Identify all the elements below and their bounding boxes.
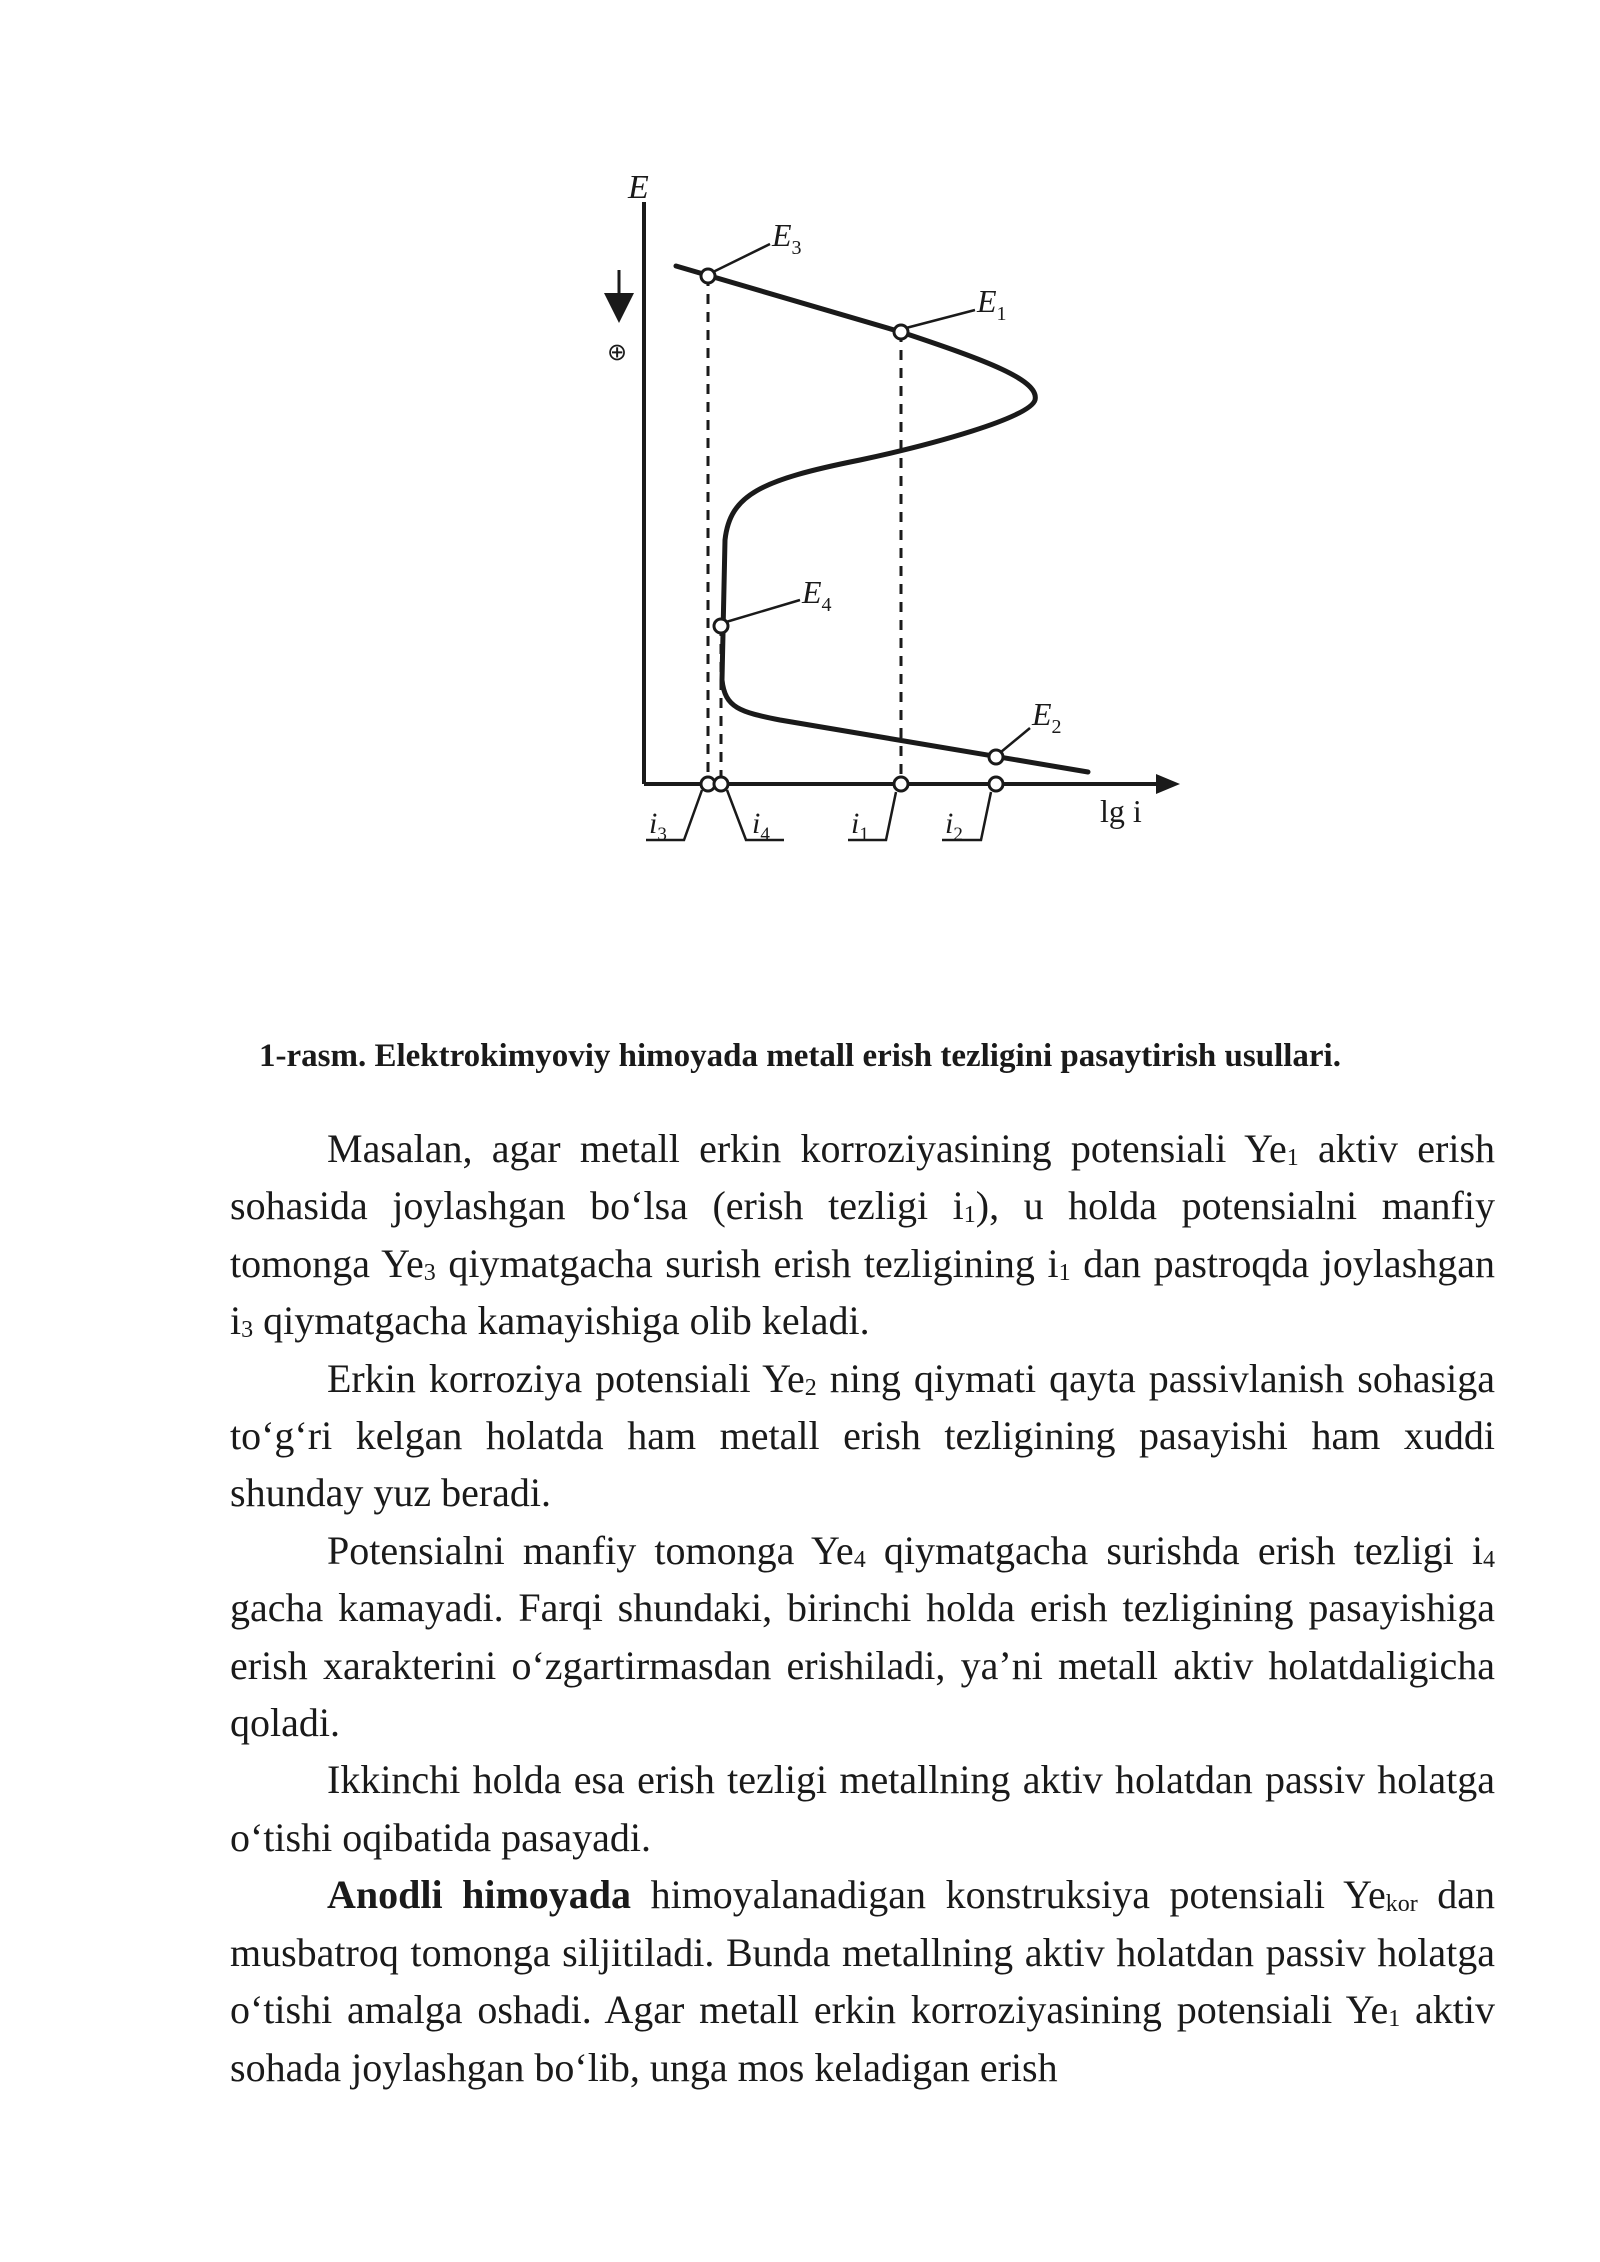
axis-point-i2	[989, 777, 1003, 791]
x-axis-label: lg i	[1100, 793, 1142, 829]
label-i1: $i_1$	[851, 807, 869, 845]
leader-e3	[713, 244, 770, 272]
paragraph-2: Erkin korroziya potensiali $Ye_2$ ning qiymati qayta passivlanish sohasiga to‘g‘ri kelgan holatda ham metall erish tezligining pasayishi ham xuddi shunday yuz beradi.	[230, 1355, 1495, 1516]
y-axis-label: E	[628, 169, 649, 206]
x-axis-arrowhead	[1156, 774, 1180, 794]
leader-e2	[1001, 728, 1030, 752]
label-i2: $i_2$	[945, 807, 963, 845]
leader-e4	[726, 600, 800, 622]
label-e4: $E_4$	[802, 574, 832, 616]
point-e2	[989, 750, 1003, 764]
body-text	[230, 1120, 1495, 2096]
positive-sign-icon: ⊕	[607, 338, 628, 366]
label-i4: $i_4$	[752, 807, 770, 845]
label-e2: $E_2$	[1032, 696, 1062, 738]
bold-term: Anodli himoyada	[327, 1872, 632, 1918]
paragraph-4: Ikkinchi holda esa erish tezligi metallning aktiv holatdan passiv holatga o‘tishi oqibatida pasayadi.	[230, 1757, 1495, 1860]
axis-point-i4	[714, 777, 728, 791]
paragraph-5: Anodli himoyada himoyalanadigan konstruksiya potensiali $Ye_{kor}$ dan musbatroq tomonga siljitiladi. Bunda metallning aktiv holatdan passiv holatga o‘tishi amalga oshadi. Agar metall erkin korroziyasining potensiali $Ye_1$ aktiv sohada joylashgan bo‘lib, unga mos keladigan erish	[230, 1872, 1495, 2090]
polarization-diagram	[580, 160, 1220, 880]
label-i3: $i_3$	[649, 807, 667, 845]
paragraph-1: Masalan, agar metall erkin korroziyasining potensiali $Ye_1$ aktiv erish sohasida joylashgan bo‘lsa (erish tezligi $i_1$), u holda potensialni manfiy tomonga $Ye_3$ qiymatgacha surish erish tezligining $i_1$ dan pastroqda joylashgan $i_3$ qiymatgacha kamayishiga olib keladi.	[230, 1126, 1496, 1344]
figure-caption: 1-rasm. Elektrokimyoviy himoyada metall erish tezligini pasaytirish usullari.	[259, 1038, 1341, 1074]
label-e1: $E_1$	[977, 283, 1007, 325]
label-e3: $E_3$	[772, 217, 802, 259]
leader-e1	[906, 310, 975, 328]
polarization-curve	[676, 266, 1088, 772]
axis-point-i1	[894, 777, 908, 791]
paragraph-3: Potensialni manfiy tomonga $Ye_4$ qiymatgacha surishda erish tezligi $i_4$ gacha kamayadi. Farqi shundaki, birinchi holda erish tezligining pasayishiga erish xarakterini o‘zgartirmasdan erishiladi, ya’ni metall aktiv holatdaligicha qoladi.	[230, 1527, 1495, 1746]
